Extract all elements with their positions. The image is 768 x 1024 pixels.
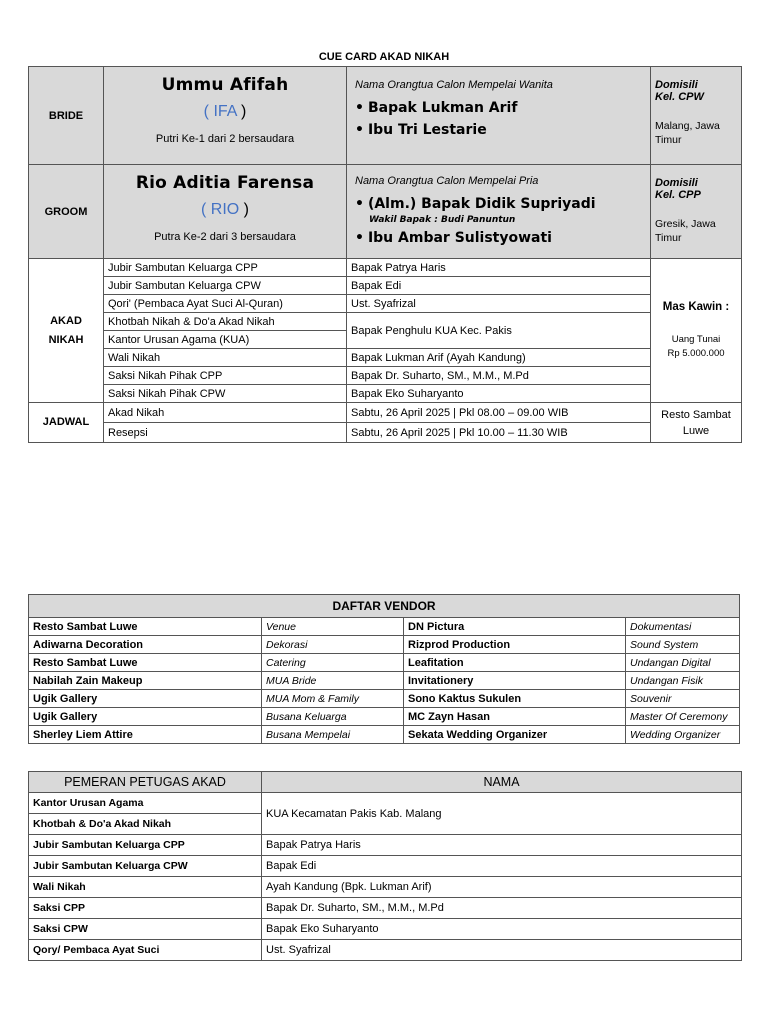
akad-person: Bapak Lukman Arif (Ayah Kandung) [347,349,651,367]
bride-father: • Bapak Lukman Arif [355,100,518,116]
cue-card-table [28,66,742,443]
groom-label: GROOM [29,165,104,259]
vendor-row [29,618,740,636]
groom-nickname-line: ( RIO ) [200,201,249,218]
vendor-type: Busana Keluarga [262,708,404,726]
bride-domisili: Malang, Jawa Timur [655,120,720,146]
vendor-type: Undangan Fisik [626,672,740,690]
jadwal-row [29,423,742,443]
groom-name: Rio Aditia Farensa [135,173,315,193]
official-row [29,877,742,898]
akad-row [29,313,742,331]
akad-row [29,367,742,385]
vendor-type: Master Of Ceremony [626,708,740,726]
vendor-type: Dekorasi [262,636,404,654]
official-name: KUA Kecamatan Pakis Kab. Malang [262,793,742,835]
akad-role: Qori' (Pembaca Ayat Suci Al-Quran) [104,295,347,313]
akad-role: Khotbah Nikah & Do'a Akad Nikah [104,313,347,331]
vendor-type: Busana Mempelai [262,726,404,744]
official-role: Jubir Sambutan Keluarga CPW [29,856,262,877]
vendor-name: Leafitation [404,654,626,672]
akad-person: Bapak Edi [347,277,651,295]
official-role: Saksi CPW [29,919,262,940]
official-head-role: PEMERAN PETUGAS AKAD [29,772,262,793]
bride-name-cell [104,67,347,165]
akad-person: Bapak Patrya Haris [347,259,651,277]
groom-nickname: RIO [210,201,240,218]
groom-father: • (Alm.) Bapak Didik Supriyadi [355,196,596,212]
akad-row [29,277,742,295]
vendor-type: Catering [262,654,404,672]
akad-row [29,295,742,313]
official-name: Bapak Dr. Suharto, SM., M.M., M.Pd [262,898,742,919]
vendor-type: Dokumentasi [626,618,740,636]
groom-mother: • Ibu Ambar Sulistyowati [355,230,552,246]
vendor-name: Sekata Wedding Organizer [404,726,626,744]
page-title: CUE CARD AKAD NIKAH [318,51,450,63]
official-row [29,835,742,856]
groom-row [29,165,742,259]
official-name: Ayah Kandung (Bpk. Lukman Arif) [262,877,742,898]
official-role: Wali Nikah [29,877,262,898]
jadwal-time: Sabtu, 26 April 2025 | Pkl 08.00 – 09.00 WIB [347,403,651,423]
groom-child-order: Putra Ke-2 dari 3 bersaudara [154,231,296,243]
akad-role: Kantor Urusan Agama (KUA) [104,331,347,349]
vendor-row [29,708,740,726]
akad-person: Ust. Syafrizal [347,295,651,313]
vendor-row [29,636,740,654]
bride-parents-cell [347,67,651,165]
official-row [29,940,742,961]
jadwal-event: Resepsi [104,423,347,443]
groom-wakil: Wakil Bapak : Budi Panuntun [369,215,516,225]
groom-domisili: Gresik, Jawa Timur [655,218,716,244]
official-row [29,898,742,919]
bride-label: BRIDE [29,67,104,165]
vendor-type: MUA Mom & Family [262,690,404,708]
official-name: Bapak Edi [262,856,742,877]
vendor-type: Venue [262,618,404,636]
bride-domisili-cell [651,67,742,165]
official-role: Qory/ Pembaca Ayat Suci [29,940,262,961]
bride-row [29,67,742,165]
vendor-name: Adiwarna Decoration [29,636,262,654]
akad-person: Bapak Dr. Suharto, SM., M.M., M.Pd [347,367,651,385]
bride-child-order: Putri Ke-1 dari 2 bersaudara [155,133,295,145]
akad-role: Saksi Nikah Pihak CPW [104,385,347,403]
akad-row [29,259,742,277]
vendor-name: Rizprod Production [404,636,626,654]
akad-row [29,385,742,403]
bride-nickname-line: ( IFA ) [203,103,247,120]
vendor-name: DN Pictura [404,618,626,636]
official-role: Saksi CPP [29,898,262,919]
vendor-name: MC Zayn Hasan [404,708,626,726]
groom-parents-label: Nama Orangtua Calon Mempelai Pria [355,175,539,187]
vendor-name: Sherley Liem Attire [29,726,262,744]
jadwal-event: Akad Nikah [104,403,347,423]
groom-domisili-cell [651,165,742,259]
akad-row [29,349,742,367]
akad-person: Bapak Penghulu KUA Kec. Pakis [347,313,651,349]
vendor-row [29,726,740,744]
akad-role: Jubir Sambutan Keluarga CPW [104,277,347,295]
vendor-title: DAFTAR VENDOR [29,595,740,618]
akad-person: Bapak Eko Suharyanto [347,385,651,403]
official-table [28,771,742,961]
mas-kawin-value: Uang Tunai Rp 5.000.000 [667,333,725,359]
jadwal-row [29,403,742,423]
official-name: Bapak Eko Suharyanto [262,919,742,940]
vendor-type: Souvenir [626,690,740,708]
vendor-type: MUA Bride [262,672,404,690]
jadwal-time: Sabtu, 26 April 2025 | Pkl 10.00 – 11.30 WIB [347,423,651,443]
vendor-name: Invitationery [404,672,626,690]
akad-role: Saksi Nikah Pihak CPP [104,367,347,385]
venue-cell: Resto Sambat Luwe [651,403,742,443]
vendor-type: Undangan Digital [626,654,740,672]
vendor-row [29,654,740,672]
mas-kawin-title: Mas Kawin : [662,300,730,313]
bride-name: Ummu Afifah [161,75,289,95]
akad-label: AKAD NIKAH [29,259,104,403]
vendor-name: Ugik Gallery [29,690,262,708]
official-row [29,919,742,940]
official-row [29,856,742,877]
jadwal-label: JADWAL [29,403,104,443]
official-role: Jubir Sambutan Keluarga CPP [29,835,262,856]
vendor-name: Resto Sambat Luwe [29,654,262,672]
vendor-name: Resto Sambat Luwe [29,618,262,636]
vendor-type: Wedding Organizer [626,726,740,744]
groom-domisili-label: Domisili Kel. CPP [655,177,701,201]
akad-role: Jubir Sambutan Keluarga CPP [104,259,347,277]
bride-domisili-label: Domisili Kel. CPW [655,79,704,103]
official-name: Bapak Patrya Haris [262,835,742,856]
vendor-table [28,594,740,744]
official-head-name: NAMA [262,772,742,793]
vendor-name: Ugik Gallery [29,708,262,726]
vendor-row [29,672,740,690]
akad-role: Wali Nikah [104,349,347,367]
official-role: Khotbah & Do'a Akad Nikah [29,814,262,835]
official-role: Kantor Urusan Agama [29,793,262,814]
vendor-type: Sound System [626,636,740,654]
official-name: Ust. Syafrizal [262,940,742,961]
bride-nickname: IFA [213,103,237,120]
vendor-name: Sono Kaktus Sukulen [404,690,626,708]
vendor-row [29,690,740,708]
groom-name-cell [104,165,347,259]
groom-parents-cell [347,165,651,259]
bride-mother: • Ibu Tri Lestarie [355,122,487,138]
mas-kawin-cell [651,259,742,403]
bride-parents-label: Nama Orangtua Calon Mempelai Wanita [355,79,553,91]
vendor-name: Nabilah Zain Makeup [29,672,262,690]
